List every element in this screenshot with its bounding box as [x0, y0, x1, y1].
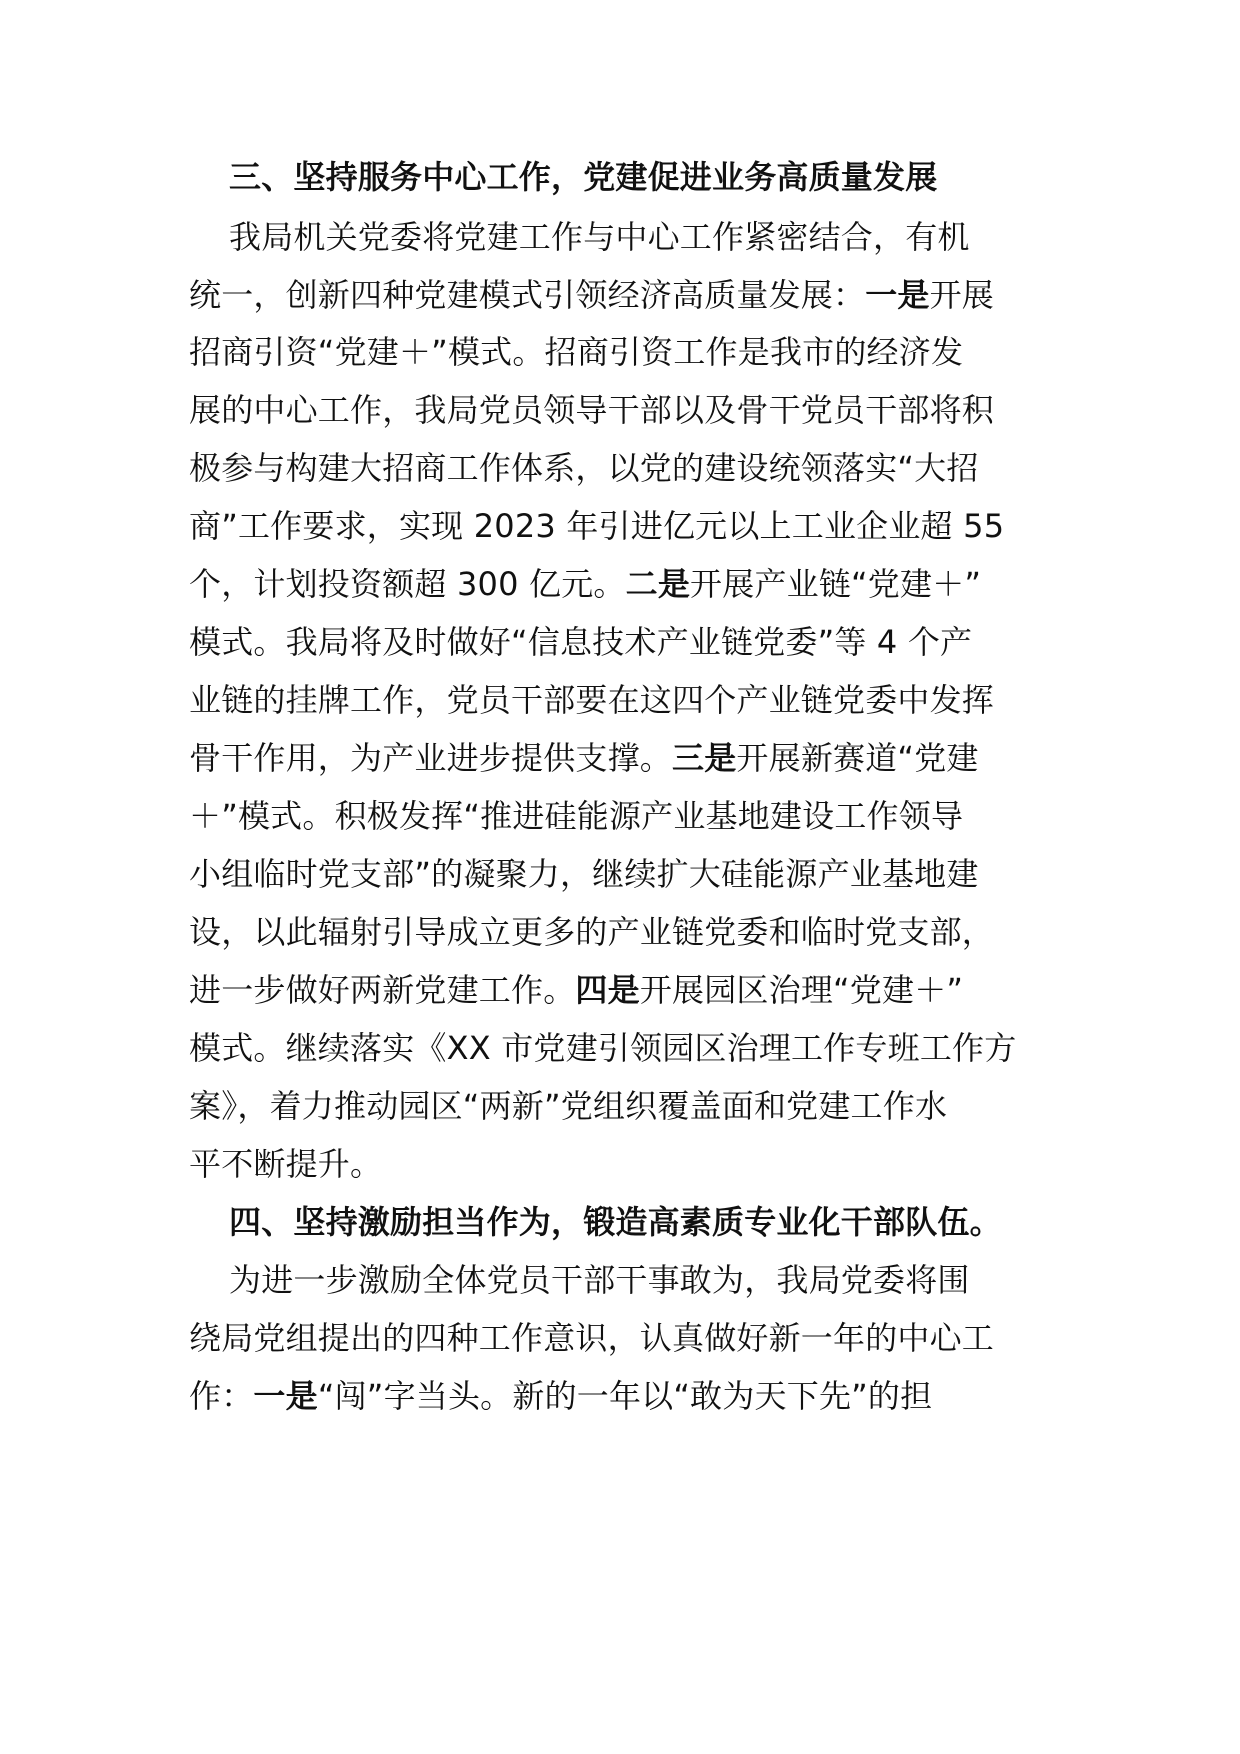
paragraph-line [189, 380, 1069, 440]
text-run: 模式。我局将及时做好“信息技术产业链党委”等 4 个产 [189, 623, 973, 661]
bold-marker: 四是 [575, 971, 640, 1009]
text-run: 进一步做好两新党建工作。 [189, 971, 576, 1009]
text-run: 小组临时党支部”的凝聚力，继续扩大硅能源产业基地建 [189, 855, 979, 893]
paragraph-line [189, 265, 1069, 325]
text-run: 展的中心工作，我局党员领导干部以及骨干党员干部将积 [189, 391, 995, 429]
text-run: 开展产业链“党建＋” [690, 565, 982, 603]
paragraph-line [189, 1018, 1069, 1078]
paragraph-line [189, 438, 1069, 498]
text-run: “闯”字当头。新的一年以“敢为天下先”的担 [317, 1377, 933, 1415]
paragraph-line [189, 1134, 1069, 1194]
text-run: 开展园区治理“党建＋” [639, 971, 964, 1009]
text-run: 骨干作用，为产业进步提供支撑。 [189, 739, 673, 777]
text-run: 商”工作要求，实现 2023 年引进亿元以上工业企业超 55 [189, 507, 1005, 545]
paragraph-line [189, 554, 1069, 614]
section-heading-3: 三、坚持服务中心工作，党建促进业务高质量发展 [229, 158, 938, 196]
text-run: 作： [189, 1377, 254, 1415]
text-run: 模式。继续落实《XX 市党建引领园区治理工作专班工作方 [189, 1029, 1017, 1067]
text-run: 绕局党组提出的四种工作意识，认真做好新一年的中心工 [189, 1319, 995, 1357]
bold-marker: 三是 [672, 739, 737, 777]
paragraph-line [189, 670, 1069, 730]
paragraph-line [189, 844, 1069, 904]
paragraph-line [189, 1076, 1069, 1136]
paragraph-line [189, 496, 1069, 556]
bold-marker: 一是 [253, 1377, 318, 1415]
text-run: 为进一步激励全体党员干部干事敢为，我局党委将围 [229, 1261, 970, 1299]
text-run: 我局机关党委将党建工作与中心工作紧密结合，有机 [229, 218, 970, 256]
text-run: 案》，着力推动园区“两新”党组织覆盖面和党建工作水 [189, 1087, 948, 1125]
paragraph-line [189, 612, 1069, 672]
text-run: 业链的挂牌工作，党员干部要在这四个产业链党委中发挥 [189, 681, 995, 719]
text-run: 招商引资“党建＋”模式。招商引资工作是我市的经济发 [189, 333, 964, 371]
paragraph-line [189, 960, 1069, 1020]
text-run: 个，计划投资额超 300 亿元。 [189, 565, 626, 603]
text-run: 开展 [929, 276, 995, 314]
text-run: 极参与构建大招商工作体系，以党的建设统领落实“大招 [189, 449, 979, 487]
paragraph-line [189, 902, 1069, 962]
paragraph-line [189, 786, 1069, 846]
paragraph-line [189, 322, 1069, 382]
paragraph-line [189, 1366, 1069, 1426]
paragraph-line [229, 207, 1109, 267]
bold-marker: 二是 [625, 565, 691, 603]
text-run: 开展新赛道“党建 [736, 739, 979, 777]
text-run: ＋”模式。积极发挥“推进硅能源产业基地建设工作领导 [189, 797, 964, 835]
paragraph-line [229, 1250, 1109, 1310]
text-run: 平不断提升。 [189, 1145, 383, 1183]
section-heading-4: 四、坚持激励担当作为，锻造高素质专业化干部队伍。 [229, 1203, 1002, 1241]
text-run: 设，以此辐射引导成立更多的产业链党委和临时党支部， [189, 913, 995, 951]
paragraph-line [189, 728, 1069, 788]
text-run: 统一，创新四种党建模式引领经济高质量发展： [189, 276, 866, 314]
paragraph-line [189, 1308, 1069, 1368]
bold-marker: 一是 [865, 276, 930, 314]
